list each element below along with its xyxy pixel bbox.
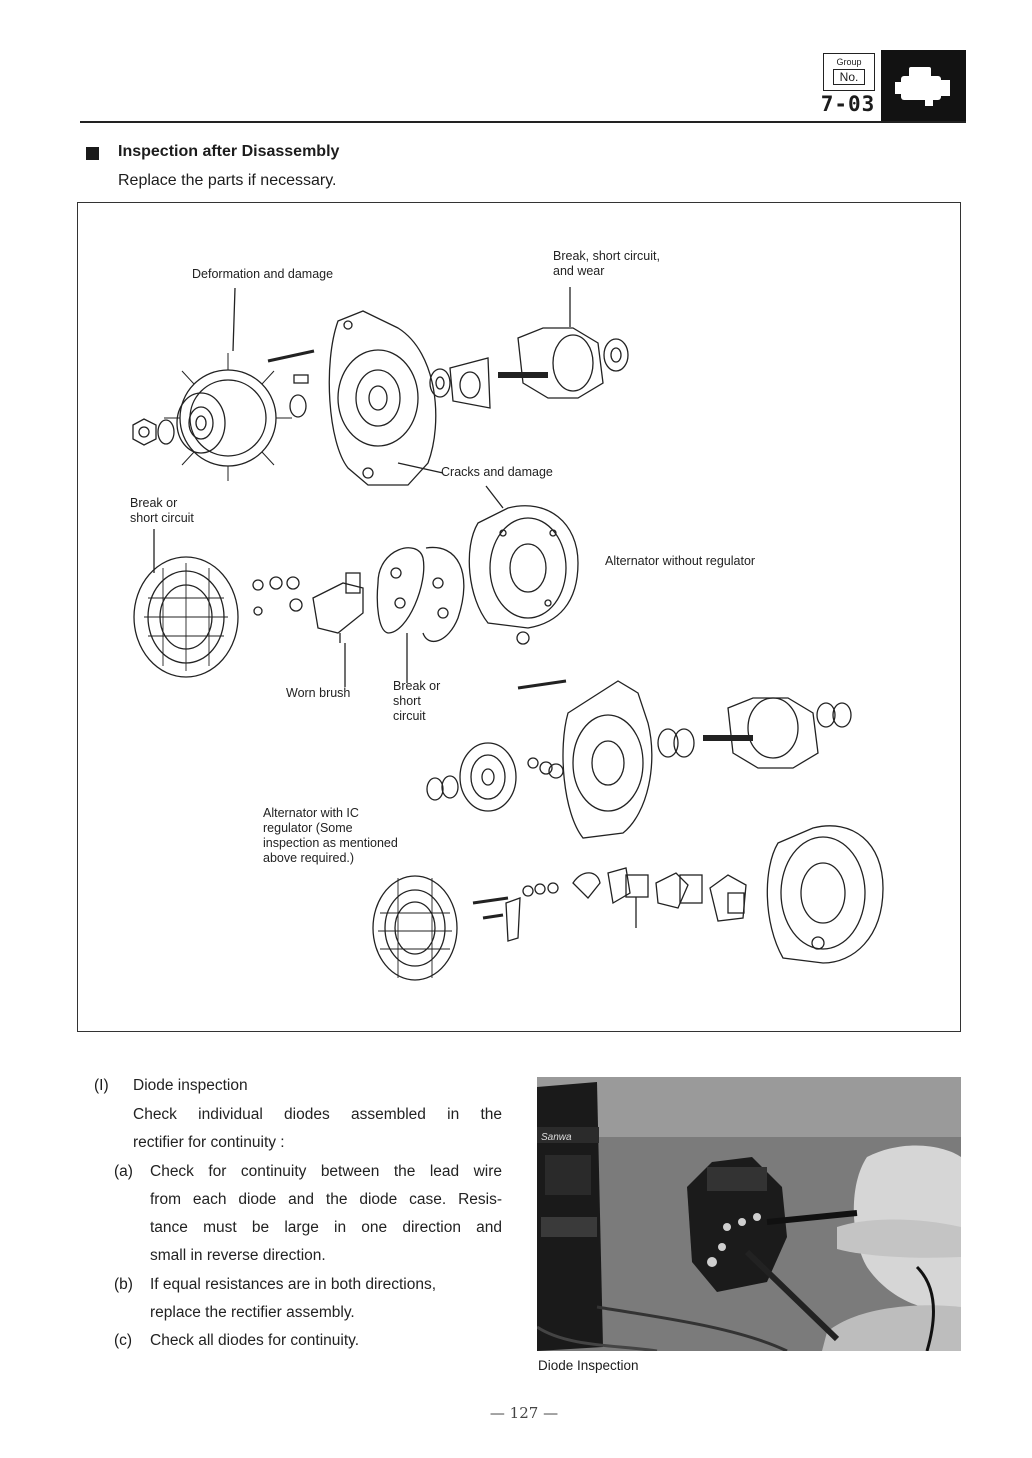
group-no-label: No. bbox=[833, 69, 866, 85]
callout-break-or-line1: Break or bbox=[393, 679, 441, 693]
item-b-line1: If equal resistances are in both directions, bbox=[150, 1276, 437, 1293]
diode-inspection-photo bbox=[537, 1077, 961, 1351]
section-title: Inspection after Disassembly bbox=[118, 143, 340, 160]
item-a-line2: from each diode and the diode case. Resis- bbox=[150, 1191, 502, 1208]
callout-with-ic-line4: above required.) bbox=[263, 851, 355, 865]
page-number: — 127 — bbox=[489, 1404, 559, 1422]
item-a-label: (a) bbox=[114, 1163, 133, 1180]
item-c-line1: Check all diodes for continuity. bbox=[150, 1332, 360, 1349]
callout-break-or-line3: circuit bbox=[393, 709, 426, 723]
callout-break-short-wear-line1: Break, short circuit, bbox=[553, 249, 660, 263]
group-code: 7-03 bbox=[820, 92, 876, 116]
item-a-line1: Check for continuity between the lead wire bbox=[150, 1163, 502, 1180]
item-a-line4: small in reverse direction. bbox=[150, 1247, 326, 1264]
photo-caption: Diode Inspection bbox=[538, 1358, 639, 1373]
group-number-box bbox=[823, 53, 875, 91]
alternator-exploded-diagram bbox=[78, 203, 962, 1033]
callout-break-short-line1: Break or bbox=[130, 496, 178, 510]
item-b-line2: replace the rectifier assembly. bbox=[150, 1304, 355, 1321]
callout-break-short-wear-line2: and wear bbox=[553, 264, 605, 278]
callout-with-ic-line3: inspection as mentioned bbox=[263, 836, 398, 850]
diode-heading: Diode inspection bbox=[133, 1077, 248, 1094]
meter-brand: Sanwa bbox=[541, 1132, 572, 1143]
callout-break-or-line2: short bbox=[393, 694, 421, 708]
callout-without-regulator: Alternator without regulator bbox=[605, 554, 756, 568]
diode-intro-line1: Check individual diodes assembled in the bbox=[133, 1106, 502, 1123]
header-rule bbox=[80, 121, 966, 123]
starter-motor-icon bbox=[881, 50, 966, 122]
callout-break-short-line2: short circuit bbox=[130, 511, 194, 525]
group-label: Group bbox=[836, 57, 862, 67]
callout-worn-brush: Worn brush bbox=[286, 686, 351, 700]
item-c-label: (c) bbox=[114, 1332, 133, 1349]
step-number: (I) bbox=[94, 1077, 109, 1094]
callout-deformation: Deformation and damage bbox=[192, 267, 334, 281]
section-subtitle: Replace the parts if necessary. bbox=[118, 172, 337, 189]
item-b-label: (b) bbox=[114, 1276, 133, 1293]
callout-with-ic-line2: regulator (Some bbox=[263, 821, 353, 835]
section-bullet bbox=[86, 147, 99, 160]
exploded-view-figure bbox=[77, 202, 961, 1032]
callout-with-ic-line1: Alternator with IC bbox=[263, 806, 359, 820]
item-a-line3: tance must be large in one direction and bbox=[150, 1219, 502, 1236]
diode-intro-line2: rectifier for continuity : bbox=[133, 1134, 285, 1151]
callout-cracks: Cracks and damage bbox=[441, 465, 553, 479]
